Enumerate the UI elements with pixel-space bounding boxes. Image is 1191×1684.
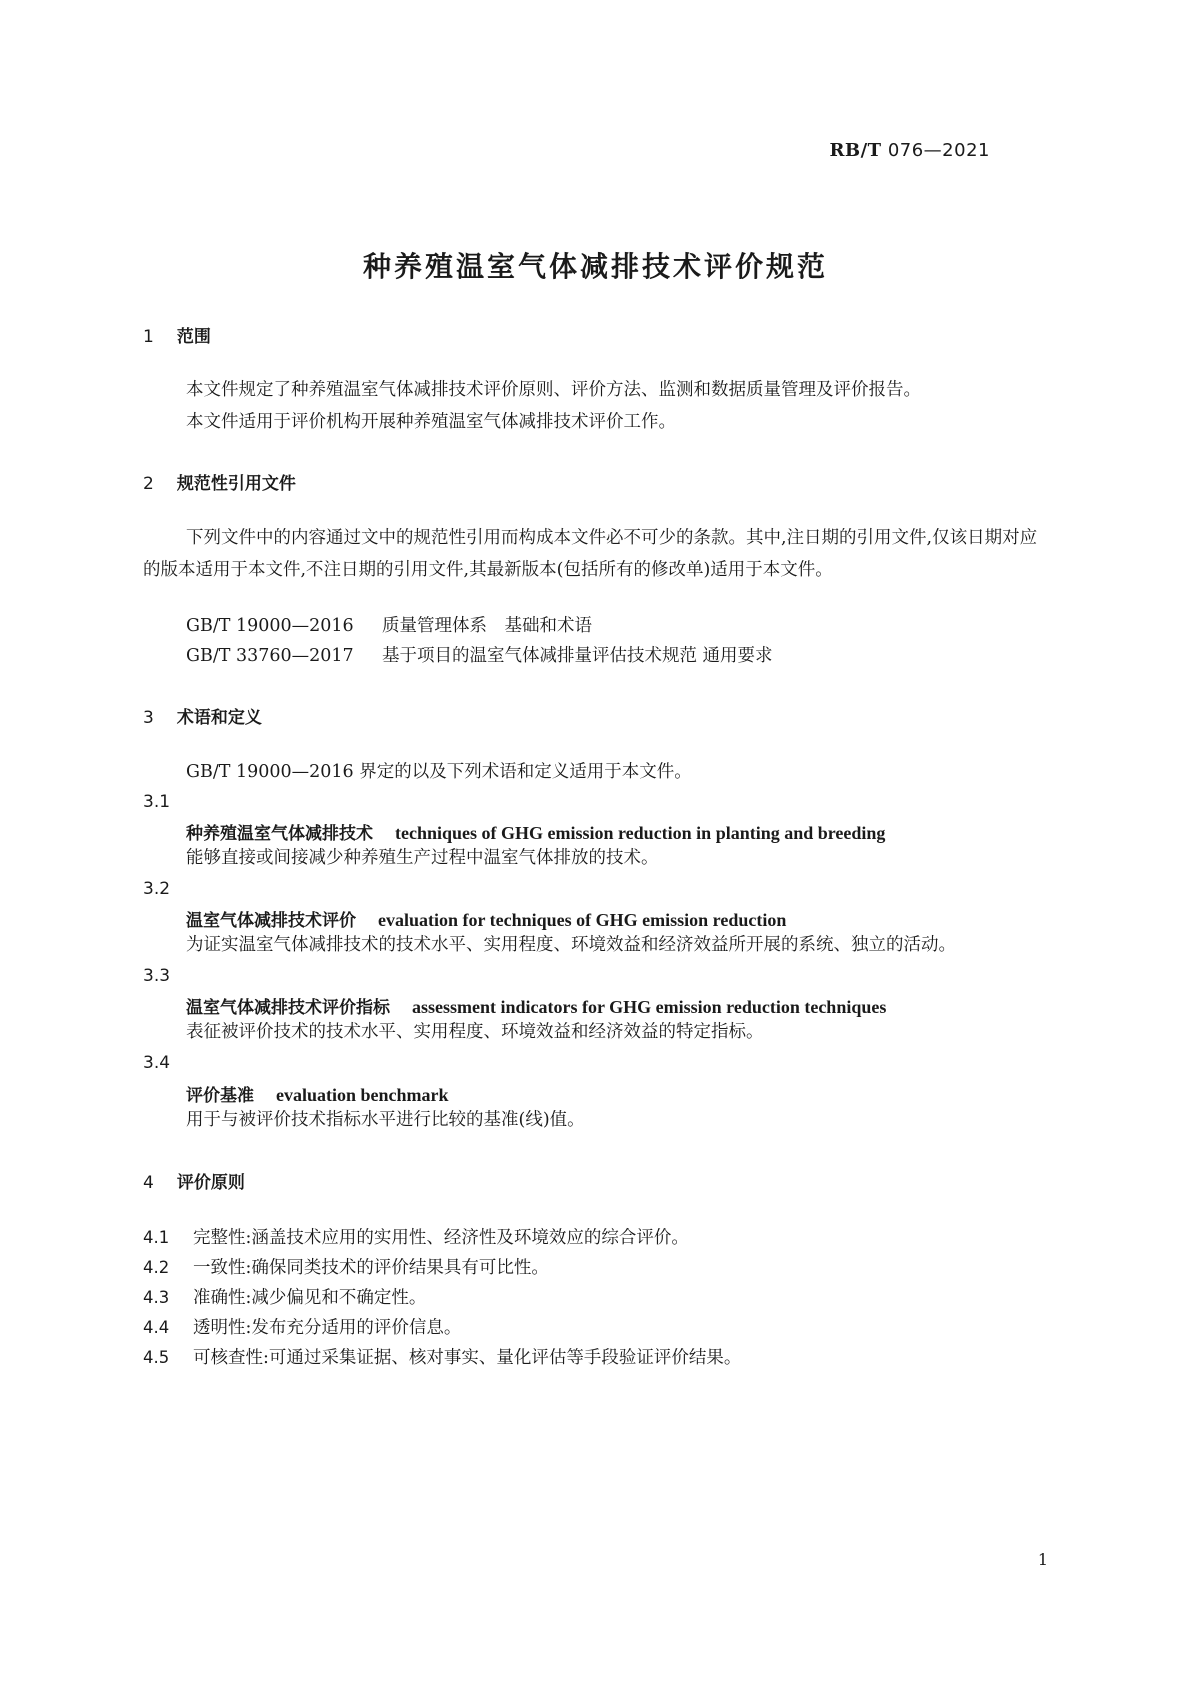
section-number: 1 xyxy=(143,327,154,347)
section-2-heading xyxy=(143,469,296,494)
principle-number: 4.1 xyxy=(143,1228,170,1247)
reference-item xyxy=(186,610,592,642)
term-definition: 能够直接或间接减少种养殖生产过程中温室气体排放的技术。 xyxy=(186,848,659,868)
term-en: evaluation benchmark xyxy=(276,1085,449,1105)
section-title: 规范性引用文件 xyxy=(176,474,296,494)
term-number: 3.1 xyxy=(143,792,171,812)
document-title: 种养殖温室气体减排技术评价规范 xyxy=(362,250,828,283)
principle-item xyxy=(143,1224,689,1249)
reference-title: 基于项目的温室气体减排量评估技术规范 通用要求 xyxy=(382,646,773,666)
section-4-heading xyxy=(143,1168,245,1193)
principle-number: 4.3 xyxy=(143,1288,170,1307)
section-3-heading xyxy=(143,703,262,728)
term-heading xyxy=(186,819,885,844)
section-number: 2 xyxy=(143,474,154,494)
term-heading xyxy=(186,1081,449,1106)
term-number: 3.4 xyxy=(143,1053,171,1073)
principle-item xyxy=(143,1314,461,1339)
standard-prefix: RB/T xyxy=(829,140,882,161)
principle-number: 4.5 xyxy=(143,1348,170,1367)
principle-item xyxy=(143,1344,741,1369)
page-number: 1 xyxy=(1037,1550,1048,1569)
standard-number: 076—2021 xyxy=(887,140,990,161)
section-number: 3 xyxy=(143,708,154,728)
principle-text: 完整性:涵盖技术应用的实用性、经济性及环境效应的综合评价。 xyxy=(193,1228,689,1248)
principle-item xyxy=(143,1254,549,1279)
paragraph-text: 下列文件中的内容通过文中的规范性引用而构成本文件必不可少的条款。其中,注日期的引用文件,仅该日期对应的版本适用于本文件,不注日期的引用文件,其最新版本(包括所有的修改单)适用于本文件。 xyxy=(143,528,1038,580)
reference-code: GB/T 33760—2017 xyxy=(186,646,354,666)
term-definition: 为证实温室气体减排技术的技术水平、实用程度、环境效益和经济效益所开展的系统、独立的活动。 xyxy=(186,935,956,955)
reference-item xyxy=(186,640,773,672)
term-zh: 温室气体减排技术评价指标 xyxy=(186,998,390,1018)
principle-text: 准确性:减少偏见和不确定性。 xyxy=(193,1288,427,1308)
term-en: evaluation for techniques of GHG emission reduction xyxy=(378,910,787,930)
terms-intro: GB/T 19000—2016 界定的以及下列术语和定义适用于本文件。 xyxy=(186,762,692,782)
term-en: techniques of GHG emission reduction in planting and breeding xyxy=(395,823,886,843)
scope-paragraph-1: 本文件规定了种养殖温室气体减排技术评价原则、评价方法、监测和数据质量管理及评价报告。 xyxy=(186,380,921,400)
principle-text: 透明性:发布充分适用的评价信息。 xyxy=(193,1318,462,1338)
principle-text: 可核查性:可通过采集证据、核对事实、量化评估等手段验证评价结果。 xyxy=(193,1348,742,1368)
principle-number: 4.4 xyxy=(143,1318,170,1337)
term-heading xyxy=(186,993,886,1018)
term-definition: 表征被评价技术的技术水平、实用程度、环境效益和经济效益的特定指标。 xyxy=(186,1022,764,1042)
principle-item xyxy=(143,1284,426,1309)
section-1-heading xyxy=(143,322,211,347)
scope-paragraph-2: 本文件适用于评价机构开展种养殖温室气体减排技术评价工作。 xyxy=(186,412,676,432)
section-title: 评价原则 xyxy=(176,1173,245,1193)
term-en: assessment indicators for GHG emission reduction techniques xyxy=(412,997,887,1017)
term-zh: 种养殖温室气体减排技术 xyxy=(186,824,373,844)
term-number: 3.3 xyxy=(143,966,171,986)
principle-text: 一致性:确保同类技术的评价结果具有可比性。 xyxy=(193,1258,549,1278)
reference-code: GB/T 19000—2016 xyxy=(186,616,354,636)
section-title: 范围 xyxy=(176,327,211,347)
section-number: 4 xyxy=(143,1173,154,1193)
term-number: 3.2 xyxy=(143,879,171,899)
term-heading xyxy=(186,906,786,931)
term-definition: 用于与被评价技术指标水平进行比较的基准(线)值。 xyxy=(186,1110,585,1130)
term-zh: 评价基准 xyxy=(186,1086,254,1106)
reference-title: 质量管理体系 基础和术语 xyxy=(382,616,592,636)
normative-references-paragraph xyxy=(143,522,1049,586)
section-title: 术语和定义 xyxy=(176,708,262,728)
principle-number: 4.2 xyxy=(143,1258,170,1277)
standard-code xyxy=(829,140,990,161)
term-zh: 温室气体减排技术评价 xyxy=(186,911,356,931)
